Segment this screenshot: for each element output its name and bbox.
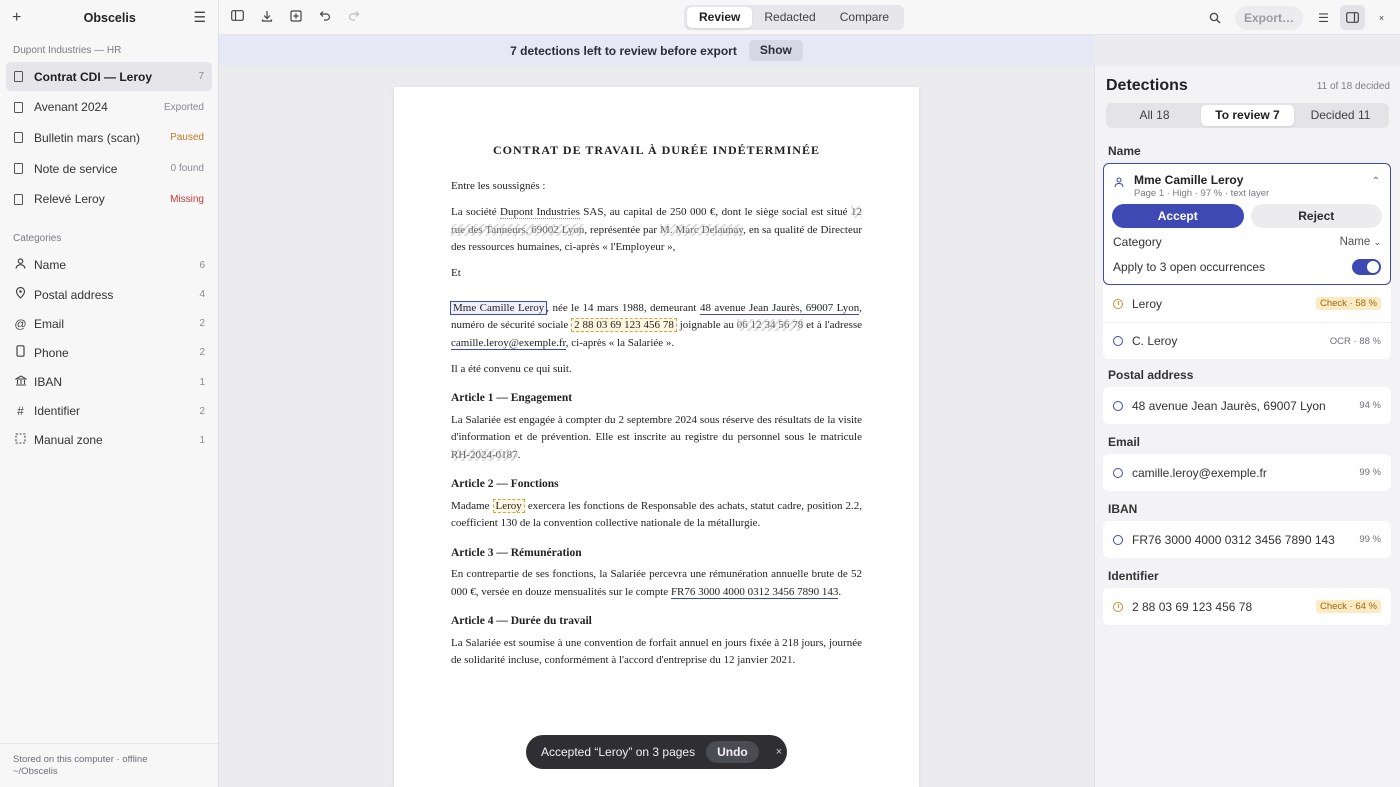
panel-toggle-icon[interactable] <box>1340 5 1365 30</box>
document-name: Bulletin mars (scan) <box>34 130 141 145</box>
tab-decided[interactable]: Decided 11 <box>1310 108 1371 122</box>
person-icon <box>14 258 27 272</box>
detection-score: 94 % <box>1359 400 1381 411</box>
category-count: 2 <box>199 347 205 359</box>
article-heading: Article 4 — Durée du travail <box>451 615 592 627</box>
article-heading: Article 2 — Fonctions <box>451 478 559 490</box>
document-paragraph: La Salariée est soumise à une convention de forfait annuel en jours fixée à 218 jours, journée de solidarité incluse, conformément à l'accord d'entreprise du 12 janvier 2021. <box>451 636 862 666</box>
tab-to-review[interactable]: To review 7 <box>1201 105 1294 126</box>
show-button[interactable]: Show <box>749 40 803 61</box>
category-list <box>0 251 218 455</box>
category-iban[interactable] <box>0 368 218 397</box>
article-heading: Article 3 — Rémunération <box>451 546 582 559</box>
apply-row <box>1104 256 1390 278</box>
radio-icon <box>1113 468 1123 478</box>
add-zone-icon[interactable] <box>281 10 310 25</box>
detection-row[interactable] <box>1103 454 1391 491</box>
detection-company[interactable]: Dupont Industries <box>500 206 580 218</box>
category-postal-address[interactable] <box>0 280 218 309</box>
category-label: Manual zone <box>34 433 103 448</box>
project-name: Dupont Industries — HR <box>13 45 122 56</box>
redo-icon[interactable] <box>339 10 368 24</box>
detection-value: camille.leroy@exemple.fr <box>1132 465 1267 480</box>
banner-text: 7 detections left to review before export <box>510 43 737 58</box>
detection-row[interactable] <box>1103 521 1391 558</box>
document-name: Contrat CDI — Leroy <box>34 69 153 84</box>
category-count: 2 <box>199 405 205 417</box>
export-button[interactable]: Export… <box>1235 6 1303 30</box>
document-paragraph: Entre les soussignés : <box>451 180 546 192</box>
redacted-identifier[interactable]: RH-2024-0187 <box>451 448 518 461</box>
redacted-phone[interactable]: 06 12 34 56 78 <box>736 319 804 331</box>
document-item-releve[interactable] <box>6 185 212 214</box>
category-name[interactable] <box>0 251 218 280</box>
document-name: Relevé Leroy <box>34 192 105 207</box>
category-email[interactable] <box>0 309 218 338</box>
menu-icon[interactable]: ☰ <box>1318 10 1329 25</box>
detection-email[interactable]: camille.leroy@exemple.fr <box>451 336 566 349</box>
reject-button[interactable]: Reject <box>1251 204 1383 228</box>
close-toast-icon[interactable]: × <box>775 746 783 758</box>
pin-icon <box>14 287 27 302</box>
storage-status: Stored on this computer · offline <box>13 754 148 765</box>
category-phone[interactable] <box>0 338 218 367</box>
selected-detection <box>1103 163 1391 285</box>
document-page <box>394 87 919 787</box>
accept-button[interactable]: Accept <box>1112 204 1244 228</box>
warning-icon <box>1113 299 1123 309</box>
detection-score: 99 % <box>1359 534 1381 545</box>
category-count: 4 <box>199 289 205 301</box>
warning-icon <box>1113 602 1123 612</box>
chevron-up-icon[interactable]: ⌃ <box>1371 176 1380 187</box>
detection-value: 2 88 03 69 123 456 78 <box>1132 599 1253 614</box>
categories-heading: Categories <box>13 232 62 244</box>
category-identifier[interactable] <box>0 397 218 426</box>
document-count: 7 <box>198 71 204 82</box>
bank-icon <box>14 375 27 389</box>
radio-icon <box>1113 336 1123 346</box>
radio-icon <box>1113 401 1123 411</box>
storage-path: ~/Obscelis <box>13 766 58 777</box>
detection-score: OCR · 88 % <box>1329 335 1381 347</box>
category-select[interactable]: Name ⌄ <box>1339 236 1381 248</box>
detection-filter-tabs <box>1106 103 1389 128</box>
category-label: Name <box>34 258 67 273</box>
detections-panel <box>1094 66 1400 787</box>
person-icon <box>1114 177 1124 191</box>
category-count: 6 <box>199 259 205 271</box>
detection-name-check[interactable]: Leroy <box>493 499 525 513</box>
detection-value: 48 avenue Jean Jaurès, 69007 Lyon <box>1132 398 1326 413</box>
category-label: IBAN <box>34 375 63 390</box>
document-name: Note de service <box>34 161 118 176</box>
category-row <box>1104 231 1390 253</box>
category-label: Identifier <box>34 404 81 419</box>
document-status: 0 found <box>170 163 204 175</box>
category-label: Phone <box>34 345 69 360</box>
detection-address[interactable]: 48 avenue Jean Jaurès, 69007 Lyon <box>699 301 860 314</box>
apply-label: Apply to 3 open occurrences <box>1113 260 1266 274</box>
detections-header <box>1106 77 1390 95</box>
detection-name-selected[interactable]: Mme Camille Leroy <box>453 301 545 314</box>
selected-detection-header[interactable] <box>1104 164 1390 202</box>
document-status: Paused <box>170 132 204 144</box>
decision-buttons <box>1104 204 1390 228</box>
document-paragraph: Madame Leroy exercera les fonctions de Responsable des achats, statut cadre, position 2.2, coefficient 130 de la convention collective nationale de la métallurgie. <box>451 499 863 529</box>
group-label-postal: Postal address <box>1108 368 1194 382</box>
detection-row[interactable] <box>1103 387 1391 424</box>
detection-score: Check · 58 % <box>1316 297 1381 310</box>
category-count: 2 <box>199 318 205 330</box>
detection-value: FR76 3000 4000 0312 3456 7890 143 <box>1132 532 1335 547</box>
document-paragraph: Mme Camille Leroy , née le 14 mars 1988, demeurant 48 avenue Jean Jaurès, 69007 Lyon, numéro de sécurité sociale 2 88 03 69 123 456 78 joignable au 06 12 34 56 78 et à l'adresse camille.leroy@exemple.fr, ci-après « la Salariée ». <box>451 301 863 349</box>
group-card-iban <box>1103 521 1391 558</box>
document-paragraph: Et <box>451 267 461 279</box>
hash-icon: # <box>17 404 24 419</box>
document-paragraph: Il a été convenu ce qui suit. <box>451 362 572 375</box>
group-card-name <box>1103 163 1391 359</box>
group-label-iban: IBAN <box>1108 502 1138 516</box>
file-icon <box>14 163 23 174</box>
detection-row[interactable] <box>1103 322 1391 359</box>
group-card-postal <box>1103 387 1391 424</box>
group-label-email: Email <box>1108 435 1141 449</box>
chevron-down-icon: ⌄ <box>1373 237 1381 247</box>
apply-toggle[interactable] <box>1352 259 1381 275</box>
group-card-identifier <box>1103 588 1391 625</box>
app-title: Obscelis <box>83 10 136 25</box>
sidebar-menu-icon[interactable]: ☰ <box>193 9 206 25</box>
new-document-icon[interactable]: + <box>12 8 22 26</box>
file-icon <box>14 132 23 143</box>
sidebar-toggle-icon[interactable] <box>223 10 252 24</box>
sidebar-header <box>0 0 218 35</box>
detections-progress: 11 of 18 decided <box>1316 80 1390 92</box>
tab-all[interactable]: All 18 <box>1139 108 1170 122</box>
selected-detection-value: Mme Camille Leroy <box>1134 173 1244 187</box>
document-paragraph: La Salariée est engagée à compter du 2 septembre 2024 sous réserve des résultats de la visite d'information et de prévention. Elle est inscrite au registre du personnel sous le matricule RH-2024-0187. <box>451 413 862 461</box>
close-icon[interactable]: × <box>1378 12 1385 23</box>
detection-value: Leroy <box>1132 296 1163 311</box>
dashed-square-icon <box>14 433 27 447</box>
detection-row[interactable] <box>1103 285 1391 322</box>
category-label: Category <box>1113 235 1162 249</box>
document-list <box>0 62 218 214</box>
detections-title: Detections <box>1106 77 1188 94</box>
selected-detection-info <box>1134 173 1372 199</box>
file-icon <box>14 102 23 113</box>
group-label-name: Name <box>1108 144 1141 158</box>
redacted-address[interactable]: 12 rue des Tanneurs, 69002 Lyon <box>451 206 862 236</box>
detection-value: C. Leroy <box>1132 334 1178 348</box>
document-paragraph: La société Dupont Industries SAS, au capital de 250 000 €, dont le siège social est situé 12 rue des Tanneurs, 69002 Lyon, représentée par M. Marc Delaunay, en sa qualité de Directeur des ressources humaines, ci-après « l'Employeur », <box>451 206 863 253</box>
review-banner <box>219 35 1094 66</box>
category-count: 1 <box>199 434 205 446</box>
document-item-contrat[interactable] <box>6 62 212 91</box>
sidebar <box>0 0 219 787</box>
toolbar-right <box>1200 0 1400 35</box>
detection-score: 99 % <box>1359 467 1381 478</box>
group-card-email <box>1103 454 1391 491</box>
toast-message: Accepted “Leroy” on 3 pages <box>541 745 696 759</box>
tab-redacted[interactable]: Redacted <box>764 10 816 24</box>
document-item-avenant[interactable] <box>6 93 212 122</box>
at-icon: @ <box>14 316 27 331</box>
search-icon[interactable] <box>1202 5 1227 30</box>
undo-button[interactable]: Undo <box>706 741 759 763</box>
document-name: Avenant 2024 <box>34 100 108 115</box>
detection-score: Check · 64 % <box>1316 600 1381 613</box>
document-item-bulletin[interactable] <box>6 123 212 152</box>
detection-ssn[interactable]: 2 88 03 69 123 456 78 <box>571 318 677 332</box>
phone-icon <box>14 345 27 360</box>
file-icon <box>14 71 23 82</box>
tab-compare[interactable]: Compare <box>839 10 890 24</box>
document-status: Missing <box>170 193 204 205</box>
selected-detection-meta: Page 1 · High · 97 % · text layer <box>1134 188 1270 199</box>
toolbar <box>219 0 1400 35</box>
document-item-note[interactable] <box>6 154 212 183</box>
tab-review[interactable]: Review <box>687 7 752 28</box>
group-label-identifier: Identifier <box>1108 569 1159 583</box>
toast <box>526 735 787 769</box>
category-manual-zone[interactable] <box>0 426 218 455</box>
undo-icon[interactable] <box>310 10 339 24</box>
document-paragraph: En contrepartie de ses fonctions, la Salariée percevra une rémunération annuelle brute de 52 000 €, versée en douze mensualités sur le compte FR76 3000 4000 0312 3456 7890 143. <box>451 568 862 598</box>
file-icon <box>14 194 23 205</box>
radio-icon <box>1113 535 1123 545</box>
storage-info <box>0 743 218 787</box>
category-label: Email <box>34 316 65 331</box>
category-count: 1 <box>199 376 205 388</box>
detection-iban[interactable]: FR76 3000 4000 0312 3456 7890 143 <box>670 585 839 598</box>
document-title: CONTRAT DE TRAVAIL À DURÉE INDÉTERMINÉE <box>493 143 820 157</box>
category-label: Postal address <box>34 287 114 302</box>
view-mode-tabs <box>684 5 904 30</box>
detection-row[interactable] <box>1103 588 1391 625</box>
article-heading: Article 1 — Engagement <box>451 392 573 404</box>
document-status: Exported <box>163 101 204 113</box>
download-icon[interactable] <box>252 10 281 25</box>
redacted-name[interactable]: M. Marc Delaunay <box>660 223 744 236</box>
